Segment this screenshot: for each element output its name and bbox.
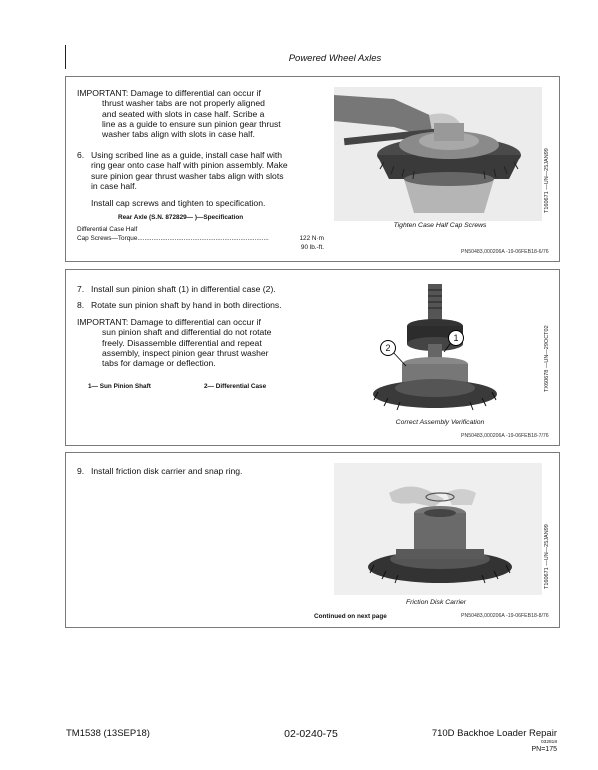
spec-value-metric: 122 N·m [299, 235, 324, 242]
spec-item: Differential Case Half [77, 226, 138, 233]
footer-page-number: PN=175 [531, 746, 557, 753]
spec-title: Rear Axle (S.N. 872829— )—Specification [118, 214, 244, 221]
step-8 [77, 300, 332, 310]
important-note [77, 88, 332, 139]
spec-value-imperial: 90 lb.-ft. [300, 244, 324, 251]
photo-illustration [334, 87, 542, 221]
step-line: Rotate sun pinion shaft by hand in both directions. [91, 300, 282, 310]
photo-friction-disk-carrier [334, 463, 542, 595]
important-lead: IMPORTANT: Damage to differential can occur if [77, 317, 261, 327]
step-line: ring gear onto case half with pinion assembly. Make [91, 160, 288, 171]
step-line: in case half. [91, 180, 137, 191]
important-line: sun pinion shaft and differential do not rotate [102, 327, 272, 338]
install-instruction: Install cap screws and tighten to specification. [91, 198, 266, 208]
header-rule [65, 45, 66, 69]
photo-caption: Friction Disk Carrier [405, 599, 467, 606]
procedure-panel-2 [65, 269, 560, 446]
step-line: sure pinion gear thrust washer tabs align with slots [91, 170, 284, 181]
photo-assembly-verification [366, 282, 516, 417]
page-section-title: Powered Wheel Axles [288, 53, 382, 64]
step-line: Install sun pinion shaft (1) in differential case (2). [91, 284, 276, 294]
important-line: thrust washer tabs are not properly aligned [102, 98, 265, 109]
photo-caption: Correct Assembly Verification [395, 419, 485, 426]
callout-2: 2 [380, 340, 396, 356]
important-line: tabs for damage or deflection. [102, 358, 216, 369]
legend-item-1: 1— Sun Pinion Shaft [88, 383, 151, 390]
important-note [77, 317, 332, 368]
step-number: 6. [77, 150, 85, 160]
step-line: Install friction disk carrier and snap ring. [91, 466, 243, 476]
figure-code: T160671 —UN—25JAN99 [544, 148, 550, 213]
reference-code: PN50483,000206A -19-06FEB18-8/76 [461, 613, 549, 619]
important-line: freely. Disassemble differential and repeat [102, 337, 262, 348]
important-line: line as a guide to ensure sun pinion gear thrust [102, 118, 281, 129]
important-line: and seated with slots in case half. Scribe a [102, 108, 265, 119]
step-6 [77, 150, 332, 191]
legend-item-2: 2— Differential Case [204, 383, 267, 390]
footer-manual-title: 710D Backhoe Loader Repair [431, 728, 557, 739]
callout-1: 1 [448, 330, 464, 346]
photo-tighten-cap-screws [334, 87, 542, 221]
photo-caption: Tighten Case Half Cap Screws [393, 222, 487, 229]
figure-code: TX60678 —UN—29OCT02 [544, 325, 550, 392]
footer-page-code: 02-0240-75 [284, 728, 338, 740]
continued-note: Continued on next page [314, 613, 387, 620]
important-line: washer tabs align with slots in case half. [102, 129, 255, 140]
step-line: Using scribed line as a guide, install case half with [91, 150, 283, 160]
procedure-panel-1 [65, 76, 560, 262]
spec-label: Cap Screws—Torque.......................................................................... [77, 235, 269, 242]
photo-illustration [334, 463, 542, 595]
step-number: 8. [77, 300, 85, 310]
important-lead: IMPORTANT: Damage to differential can occur if [77, 88, 261, 98]
step-7 [77, 284, 332, 294]
step-number: 9. [77, 466, 85, 476]
procedure-panel-3 [65, 452, 560, 628]
step-number: 7. [77, 284, 85, 294]
reference-code: PN50483,000206A -19-06FEB18-7/76 [461, 433, 549, 439]
figure-code: T160671 —UN—25JAN99 [544, 524, 550, 589]
footer-date-code: 032818 [540, 740, 557, 745]
footer-manual-id: TM1538 (13SEP18) [66, 728, 150, 739]
reference-code: PN50483,000206A -19-06FEB18-6/76 [461, 249, 549, 255]
important-line: assembly, inspect pinion gear thrust washer [102, 347, 269, 358]
step-9 [77, 466, 332, 476]
